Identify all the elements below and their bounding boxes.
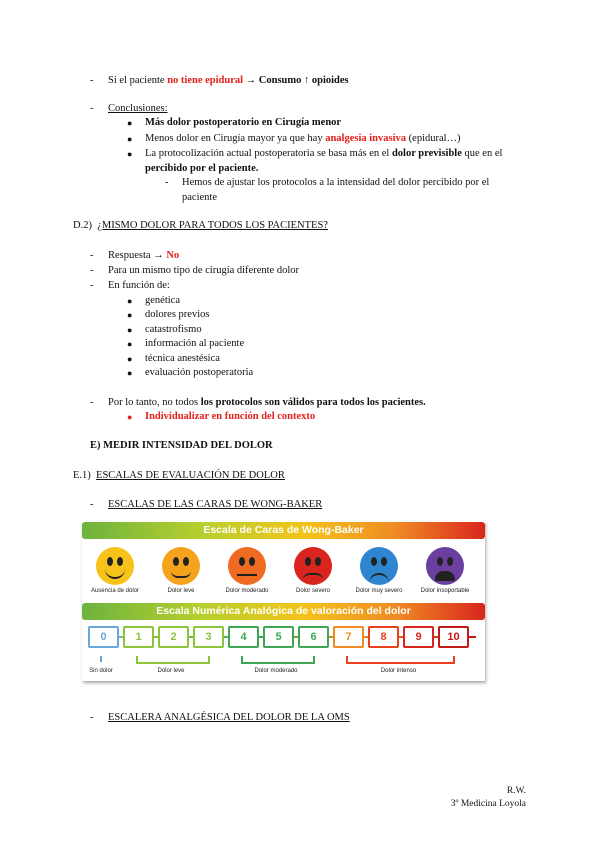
conclusion-3: La protocolización actual postoperatoria se basa más en el dolor previsible que en el (145, 148, 503, 159)
factor-item: técnica anestésica (145, 353, 220, 364)
scale-number-4: 4 (228, 626, 259, 648)
dash-bullet: - (90, 397, 94, 408)
conclusion-3-sub-line2: paciente (182, 192, 217, 203)
factor-item: información al paciente (145, 338, 245, 349)
bullet-dot: ● (127, 325, 133, 335)
bullet-dot: ● (127, 296, 133, 306)
conclusiones-label: Conclusiones: (108, 103, 168, 114)
section-e-heading: E) MEDIR INTENSIDAD DEL DOLOR (90, 440, 273, 451)
bullet-dot: ● (127, 118, 133, 128)
face-no-pain-icon (96, 547, 134, 585)
scale-number-8: 8 (368, 626, 399, 648)
scale-number-1: 1 (123, 626, 154, 648)
face-label: Dolor severo (295, 588, 330, 594)
bullet-dot: ● (127, 412, 133, 422)
bullet-dot: ● (127, 134, 133, 144)
range-label: Dolor intenso (380, 668, 417, 674)
face-label: Dolor insoportable (420, 588, 470, 594)
dash-bullet: - (90, 280, 94, 291)
bullet-dot: ● (127, 354, 133, 364)
escalera-heading: ESCALERA ANALGÉSICA DEL DOLOR DE LA OMS (108, 712, 350, 723)
respuesta-line: Respuesta → No (108, 250, 180, 261)
conclusion-1: Más dolor postoperatorio en Cirugía menor (145, 117, 342, 128)
scale-number-9: 9 (403, 626, 434, 648)
footer-course: 3º Medicina Loyola (450, 799, 526, 809)
dash-bullet: - (90, 499, 94, 510)
range-bracket (136, 656, 210, 664)
face-severe-pain-icon (294, 547, 332, 585)
range-bracket (346, 656, 455, 664)
factor-item: genética (145, 295, 180, 306)
scale-number-3: 3 (193, 626, 224, 648)
factor-item: dolores previos (145, 309, 210, 320)
bullet-dot: ● (127, 149, 133, 159)
tipo-cirugia-line: Para un mismo tipo de cirugía diferente dolor (108, 265, 299, 276)
factor-item: catastrofismo (145, 324, 202, 335)
face-moderate-pain-icon (228, 547, 266, 585)
scale-number-2: 2 (158, 626, 189, 648)
wong-baker-figure (82, 521, 485, 681)
dash-bullet: - (90, 103, 94, 114)
dash-bullet: - (90, 250, 94, 261)
dash-bullet: - (165, 177, 169, 188)
dash-bullet: - (90, 75, 94, 86)
footer-initials: R.W. (506, 786, 526, 796)
conclusion-2: Menos dolor en Cirugía mayor ya que hay analgesia invasiva (epidural…) (145, 133, 461, 144)
face-very-severe-pain-icon (360, 547, 398, 585)
en-funcion-line: En función de: (108, 280, 170, 291)
bullet-dot: ● (127, 310, 133, 320)
conclusion-3-line2: percibido por el paciente. (145, 163, 259, 174)
face-label: Ausencia de dolor (90, 588, 140, 594)
factor-item: evaluación postoperatoria (145, 367, 254, 378)
range-label: Dolor moderado (254, 668, 298, 674)
scale-number-7: 7 (333, 626, 364, 648)
range-bracket (241, 656, 315, 664)
bullet-dot: ● (127, 339, 133, 349)
section-d2-heading: D.2) ¿MISMO DOLOR PARA TODOS LOS PACIENTES? (73, 220, 328, 231)
face-label: Dolor muy severo (355, 588, 403, 594)
line-no-epidural: Si el paciente no tiene epidural → Consumo ↑ opioides (108, 75, 349, 86)
range-arrow (100, 656, 102, 662)
individualizar-line: Individualizar en función del contexto (145, 411, 316, 422)
numeric-scale-title: Escala Numérica Analógica de valoración del dolor (82, 603, 485, 620)
wong-baker-heading: ESCALAS DE LAS CARAS DE WONG-BAKER (108, 499, 323, 510)
face-mild-pain-icon (162, 547, 200, 585)
face-label: Dolor moderado (225, 588, 269, 594)
range-label: Dolor leve (157, 668, 185, 674)
dash-bullet: - (90, 265, 94, 276)
face-label: Dolor leve (167, 588, 195, 594)
dash-bullet: - (90, 712, 94, 723)
scale-number-0: 0 (88, 626, 119, 648)
face-worst-pain-icon (426, 547, 464, 585)
section-e1-heading: E.1) ESCALAS DE EVALUACIÓN DE DOLOR (73, 470, 285, 481)
scale-number-6: 6 (298, 626, 329, 648)
range-label: Sin dolor (89, 668, 113, 674)
conclusion-3-sub: Hemos de ajustar los protocolos a la intensidad del dolor percibido por el (182, 177, 490, 188)
bullet-dot: ● (127, 368, 133, 378)
por-lo-tanto-line: Por lo tanto, no todos los protocolos son válidos para todos los pacientes. (108, 397, 426, 408)
faces-scale-title: Escala de Caras de Wong-Baker (82, 522, 485, 539)
scale-number-10: 10 (438, 626, 469, 648)
scale-number-5: 5 (263, 626, 294, 648)
